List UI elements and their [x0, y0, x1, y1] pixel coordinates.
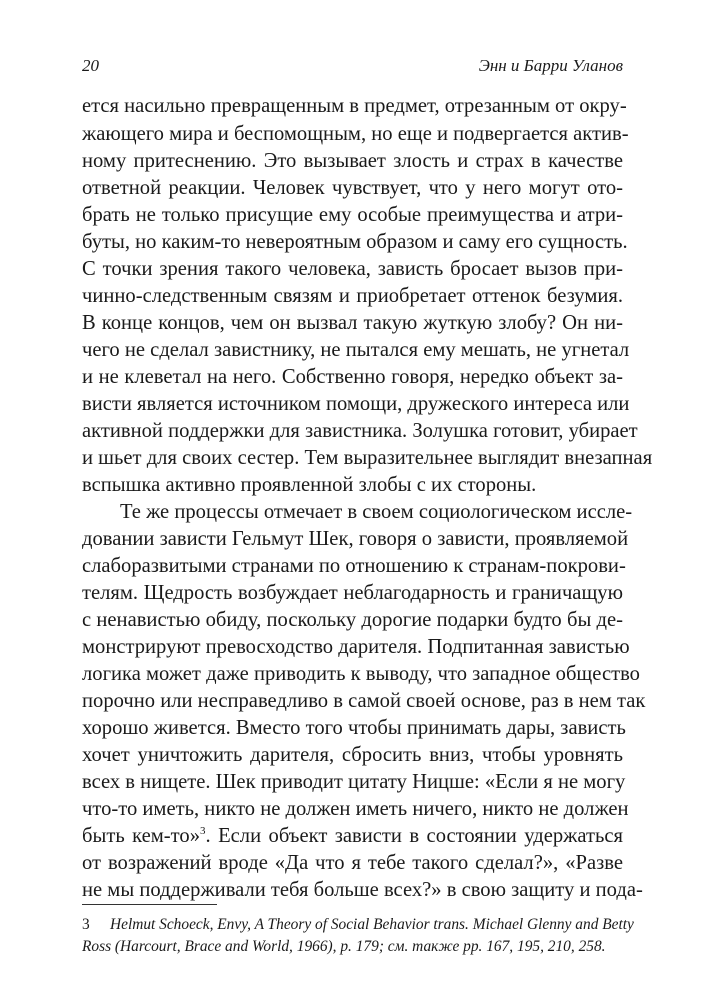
text-line: не мы поддерживали тебя больше всех?» в свою защиту и пода-: [82, 879, 643, 901]
footnote-text: Helmut Schoeck, Envy, A Theory of Social Behavior trans. Michael Glenny and Betty: [110, 916, 634, 933]
running-title: Энн и Барри Уланов: [478, 56, 623, 75]
text-line: чего не сделал завистнику, не пытался ему мешать, не угнетал: [82, 339, 630, 361]
text-line: висти является источником помощи, дружеского интереса или: [82, 393, 630, 415]
text-line: от возражений вроде «Да что я тебе такого сделал?», «Разве: [82, 852, 623, 874]
text-line: хорошо живется. Вместо того чтобы принимать дары, зависть: [82, 717, 626, 739]
footnote-line: Ross (Harcourt, Brace and World, 1966), p. 179; см. также pp. 167, 195, 210, 258.: [82, 938, 606, 955]
paragraph-end-line: вспышка активно проявленной злобы с их стороны.: [82, 474, 537, 496]
line-start: быть кем-то»: [82, 825, 200, 847]
text-line: хочет уничтожить дарителя, сбросить вниз, чтобы уровнять: [82, 744, 623, 766]
footnote-line: [82, 914, 634, 936]
text-line: что-то иметь, никто не должен иметь ничего, никто не должен: [82, 798, 629, 820]
line-end: . Если объект зависти в состоянии удержаться: [205, 825, 624, 847]
text-line: довании зависти Гельмут Шек, говоря о зависти, проявляемой: [82, 528, 629, 550]
text-line: и не клеветал на него. Собственно говоря, нередко объект за-: [82, 366, 623, 388]
text-line: ному притеснению. Это вызывает злость и страх в качестве: [82, 150, 623, 172]
footnote-separator: [82, 904, 217, 905]
text-line: буты, но каким-то невероятным образом и саму его сущность.: [82, 231, 628, 253]
text-line: логика может даже приводить к выводу, что западное общество: [82, 663, 640, 685]
text-line: всех в нищете. Шек приводит цитату Ницше: «Если я не могу: [82, 771, 626, 793]
text-line: ответной реакции. Человек чувствует, что у него могут ото-: [82, 177, 623, 199]
text-line: ется насильно превращенным в предмет, отрезанным от окру-: [82, 95, 627, 117]
text-line: активной поддержки для завистника. Золушка готовит, убирает: [82, 420, 638, 442]
text-line: слаборазвитыми странами по отношению к странам-покрови-: [82, 555, 626, 577]
running-header: [82, 56, 623, 80]
text-line: В конце концов, чем он вызвал такую жуткую злобу? Он ни-: [82, 312, 623, 334]
footnote-mark: 3: [82, 916, 90, 933]
text-line: порочно или несправедливо в самой своей основе, раз в нем так: [82, 690, 646, 712]
text-line: брать не только присущие ему особые преимущества и атри-: [82, 204, 623, 226]
text-line: С точки зрения такого человека, зависть бросает вызов при-: [82, 258, 623, 280]
paragraph-first-line: Те же процессы отмечает в своем социологическом иссле-: [120, 501, 633, 523]
text-line: жающего мира и беспомощным, но еще и подвергается актив-: [82, 123, 629, 145]
footnote-reference[interactable]: 3: [200, 825, 206, 838]
text-line-with-footnote-ref: [82, 822, 623, 850]
text-line: монстрируют превосходство дарителя. Подпитанная завистью: [82, 636, 630, 658]
text-line: телям. Щедрость возбуждает неблагодарность и граничащую: [82, 582, 623, 604]
page-number: 20: [82, 56, 99, 75]
text-line: чинно-следственным связям и приобретает оттенок безумия.: [82, 285, 623, 307]
text-line: с ненавистью обиду, поскольку дорогие подарки будто бы де-: [82, 609, 623, 631]
text-line: и шьет для своих сестер. Тем выразительнее выглядит внезапная: [82, 447, 653, 469]
